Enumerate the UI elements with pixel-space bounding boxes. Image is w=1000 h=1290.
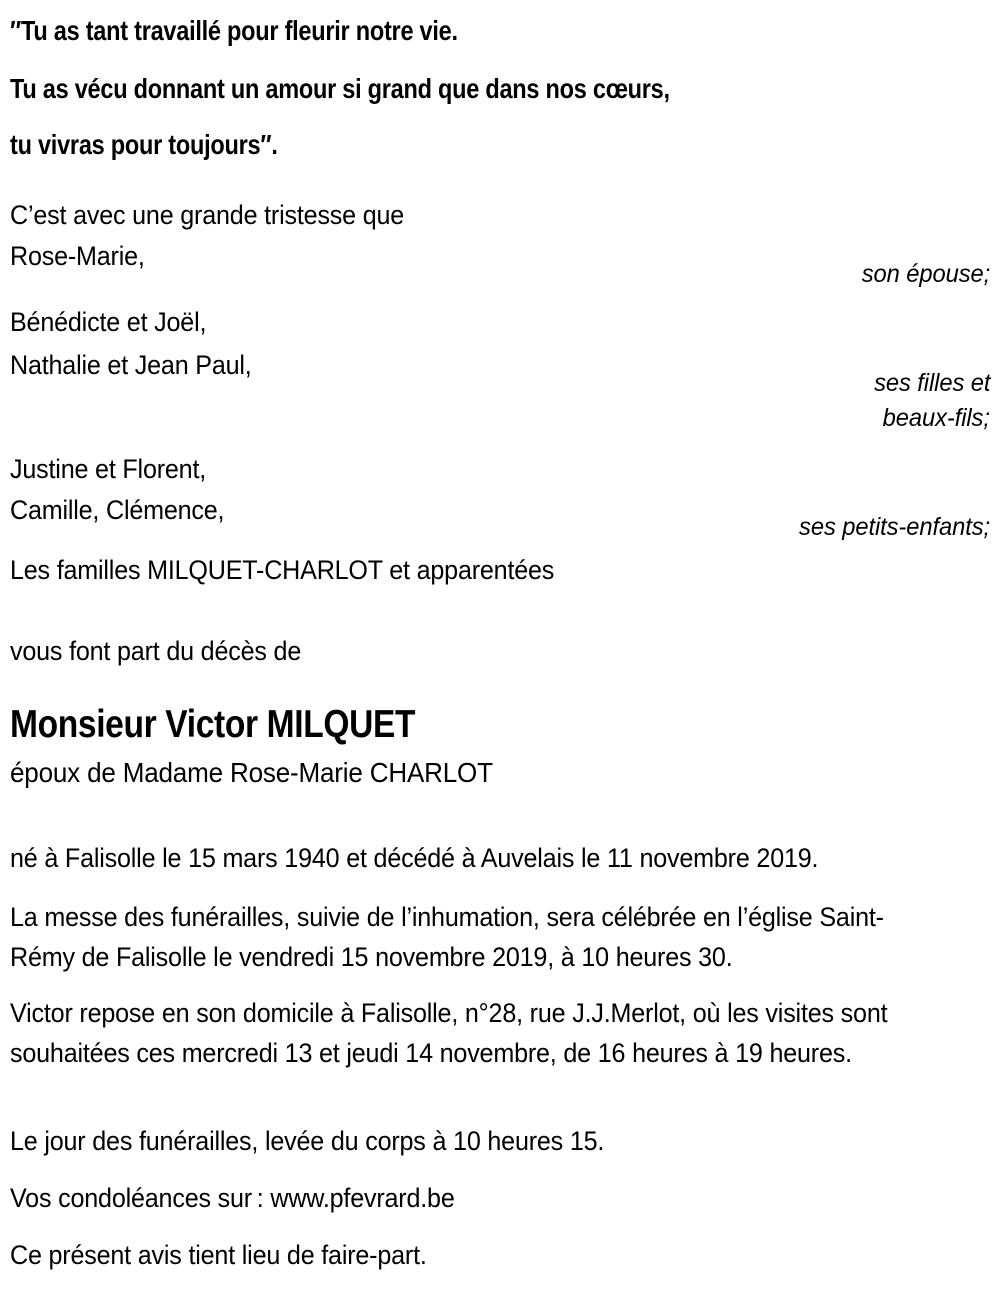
daughters-names-line-2: Nathalie et Jean Paul, [10,350,252,380]
epigraph-line-1: ″Tu as tant travaillé pour fleurir notre vie. [10,15,458,46]
relation-label-spouse: son épouse; [861,260,990,288]
funeral-mass-paragraph: La messe des funérailles, suivie de l’inhumation, sera célébrée en l’église Saint-Rémy de Falisolle le vendredi 15 novembre 2019, à 10 heures 30. [10,902,884,972]
epigraph-line-2: Tu as vécu donnant un amour si grand que dans nos cœurs, [10,73,670,104]
condolences-paragraph: Vos condoléances sur : www.pfevrard.be [10,1183,455,1213]
deceased-name: Monsieur Victor MILQUET [10,703,416,746]
relation-label-daughters-line-2: beaux-fils; [882,404,990,432]
epigraph-line-3: tu vivras pour toujours″. [10,129,278,160]
birth-and-death-line: né à Falisolle le 15 mars 1940 et décédé à Auvelais le 11 novembre 2019. [10,843,819,873]
announcement-closing: vous font part du décès de [10,636,302,666]
relation-label-grandchildren: ses petits-enfants; [799,513,990,541]
families-line: Les familles MILQUET-CHARLOT et apparentées [10,555,555,585]
deceased-spouse-of: époux de Madame Rose-Marie CHARLOT [10,757,493,788]
spouse-names: Rose-Marie, [10,241,145,271]
notice-paragraph: Ce présent avis tient lieu de faire-part. [10,1240,427,1270]
grandchildren-names-line-1: Justine et Florent, [10,454,207,484]
lifting-of-body-paragraph: Le jour des funérailles, levée du corps à 10 heures 15. [10,1126,605,1156]
daughters-names-line-1: Bénédicte et Joël, [10,307,207,337]
relation-label-daughters-line-1: ses filles et [873,369,990,397]
grandchildren-names-line-2: Camille, Clémence, [10,495,225,525]
announcement-intro: C’est avec une grande tristesse que [10,200,405,230]
visitation-paragraph: Victor repose en son domicile à Falisolle, n°28, rue J.J.Merlot, où les visites sont souhaitées ces mercredi 13 et jeudi 14 novembre, de 16 heures à 19 heures. [10,998,895,1068]
